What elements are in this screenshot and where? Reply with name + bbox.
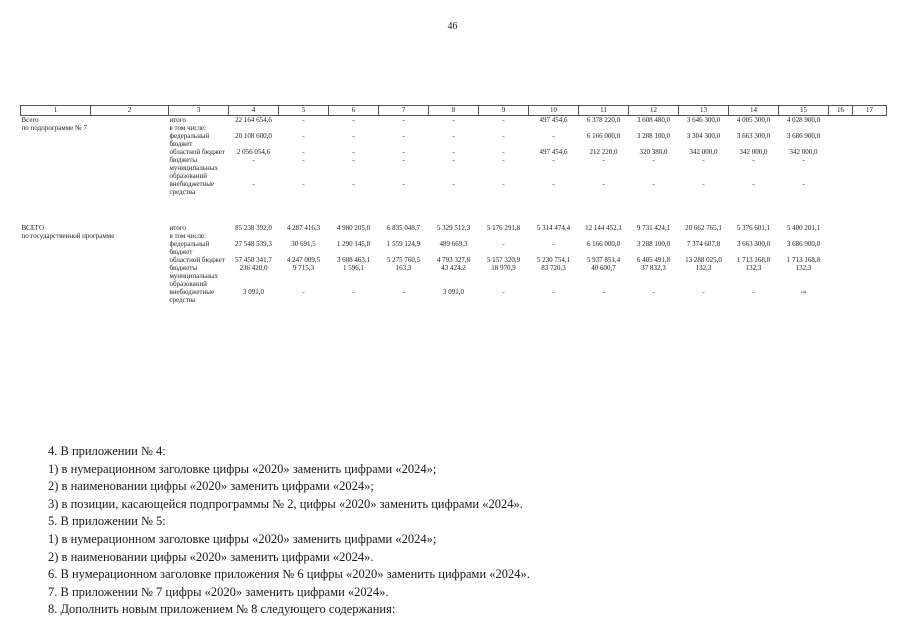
amount-cell: [853, 240, 887, 256]
amount-cell: 6 405 491,8: [636, 256, 671, 264]
amount-cell: [829, 288, 853, 304]
amount-cell: -: [402, 180, 405, 188]
amount-cell: 85 238 392,0: [235, 224, 272, 232]
amount-cell: 9 715,3: [293, 264, 314, 272]
amount-cell: [229, 124, 279, 132]
amount-cell: 236 420,0: [239, 264, 268, 272]
amount-cell: 12 144 452,1: [585, 224, 622, 232]
amount-cell: -: [552, 240, 555, 248]
amount-cell: -: [302, 116, 305, 124]
amount-cell: 132,3: [745, 264, 762, 272]
amount-cell: [853, 148, 887, 156]
column-number-cell: 2: [91, 106, 169, 116]
amount-cell: -: [552, 156, 555, 164]
amount-cell: 9 731 424,1: [636, 224, 671, 232]
funding-source-label: внебюджетные средства: [169, 288, 215, 304]
amount-cell: [679, 232, 729, 240]
amount-cell: [853, 224, 887, 232]
column-number-cell: 17: [853, 106, 887, 116]
amount-cell: [853, 124, 887, 132]
amount-cell: [853, 116, 887, 125]
amount-cell: 5 176 291,8: [486, 224, 521, 232]
amount-cell: 5 937 851,4: [586, 256, 621, 264]
amount-cell: 1 559 124,9: [386, 240, 421, 248]
amount-cell: [829, 264, 853, 288]
amount-cell: -: [402, 288, 405, 296]
amount-cell: [379, 232, 429, 240]
column-number-cell: 12: [629, 106, 679, 116]
amount-cell: 342 000,0: [789, 148, 818, 156]
amount-cell: -: [352, 180, 355, 188]
amount-cell: 6 835 048,7: [386, 224, 421, 232]
column-number-cell: 9: [479, 106, 529, 116]
amount-cell: [779, 124, 829, 132]
amount-cell: [629, 232, 679, 240]
amount-cell: 3 663 300,0: [736, 240, 771, 248]
amount-cell: 5 400 201,1: [786, 224, 821, 232]
amount-cell: 5 230 754,1: [536, 256, 571, 264]
amount-cell: [829, 224, 853, 232]
funding-source-label: областной бюджет: [169, 256, 225, 264]
amount-cell: -: [452, 148, 455, 156]
amount-cell: 40 600,7: [591, 264, 616, 272]
amount-cell: 1 596,1: [343, 264, 364, 272]
amount-cell: -: [402, 156, 405, 164]
amount-cell: -: [752, 180, 755, 188]
amount-cell: 2 056 054,6: [236, 148, 271, 156]
section-title: Всего по подпрограмме № 7: [21, 116, 87, 132]
amount-cell: -: [702, 156, 705, 164]
amount-cell: [829, 148, 853, 156]
amount-cell: -: [452, 156, 455, 164]
amount-cell: -: [352, 156, 355, 164]
amount-cell: [329, 232, 379, 240]
column-number-cell: 16: [829, 106, 853, 116]
amount-cell: -: [752, 156, 755, 164]
amount-cell: 27 548 539,3: [235, 240, 272, 248]
amount-cell: 6 166 000,0: [586, 240, 621, 248]
amount-cell: [429, 124, 479, 132]
amount-cell: -: [652, 288, 655, 296]
amount-cell: -: [502, 156, 505, 164]
column-number-cell: 6: [329, 106, 379, 116]
amount-cell: -: [452, 180, 455, 188]
column-number-cell: 1: [21, 106, 91, 116]
amount-cell: [429, 232, 479, 240]
amount-cell: 18 970,9: [491, 264, 516, 272]
amount-cell: -: [802, 156, 805, 164]
amount-cell: 5 314 474,4: [536, 224, 571, 232]
amount-cell: [853, 232, 887, 240]
amount-cell: 163,3: [395, 264, 412, 272]
column-number-cell: 4: [229, 106, 279, 116]
amount-cell: 3 686 900,0: [786, 132, 821, 140]
amount-cell: -: [502, 240, 505, 248]
amount-cell: 83 720,3: [541, 264, 566, 272]
amount-cell: 7 374 607,8: [686, 240, 721, 248]
amount-cell: [829, 232, 853, 240]
amount-cell: 3 091,0: [443, 288, 464, 296]
funding-source-label: бюджеты муниципальных образований: [169, 156, 218, 180]
column-number-cell: 15: [779, 106, 829, 116]
amount-cell: [829, 180, 853, 196]
amount-cell: 3 608 480,0: [636, 116, 671, 124]
amount-cell: -: [302, 180, 305, 188]
amount-cell: 489 669,3: [439, 240, 468, 248]
amount-cell: -: [502, 132, 505, 140]
amount-cell: [529, 232, 579, 240]
amount-cell: [229, 232, 279, 240]
amount-cell: [379, 124, 429, 132]
amount-cell: [729, 232, 779, 240]
funding-source-label: в том числе:: [169, 124, 206, 132]
amount-cell: [579, 124, 629, 132]
amount-cell: 342 000,0: [689, 148, 718, 156]
funding-source-label: внебюджетные средства: [169, 180, 215, 196]
amendment-paragraph: 5. В приложении № 5:: [48, 514, 166, 529]
amount-cell: -: [302, 148, 305, 156]
amount-cell: -: [502, 116, 505, 124]
amount-cell: 6 166 000,0: [586, 132, 621, 140]
funding-source-label: в том числе:: [169, 232, 206, 240]
amount-cell: [279, 232, 329, 240]
amount-cell: 497 454,6: [539, 116, 568, 124]
section-spacer: [21, 196, 887, 224]
amount-cell: -: [502, 148, 505, 156]
table-row: [21, 224, 887, 232]
amount-cell: 20 662 765,1: [685, 224, 722, 232]
amount-cell: -: [402, 148, 405, 156]
table-header: [21, 106, 887, 116]
amount-cell: [853, 264, 887, 288]
amount-cell: 3 663 300,0: [736, 132, 771, 140]
amount-cell: 37 832,3: [641, 264, 666, 272]
amount-cell: [329, 124, 379, 132]
amount-cell: 43 424,2: [441, 264, 466, 272]
amendment-paragraph: 3) в позиции, касающейся подпрограммы № 2, цифры «2020» заменить цифрами «2024».: [48, 496, 523, 511]
amount-cell: 1 713 168,8: [736, 256, 771, 264]
funding-source-label: федеральный бюджет: [169, 132, 210, 148]
funding-source-label: областной бюджет: [169, 148, 225, 156]
amount-cell: [853, 156, 887, 180]
amount-cell: 1 290 145,8: [336, 240, 371, 248]
amount-cell: 4 005 300,0: [736, 116, 771, 124]
amount-cell: [729, 124, 779, 132]
amount-cell: 320 380,0: [639, 148, 668, 156]
amount-cell: 3 688 463,1: [336, 256, 371, 264]
amount-cell: 4 793 327,8: [436, 256, 471, 264]
column-number-row: [21, 106, 887, 116]
amendment-paragraph: 1) в нумерационном заголовке цифры «2020» заменить цифрами «2024»;: [48, 461, 437, 476]
amount-cell: 5 376 601,1: [736, 224, 771, 232]
amount-cell: 57 450 341,7: [235, 256, 272, 264]
amount-cell: -: [602, 156, 605, 164]
amount-cell: -: [252, 180, 255, 188]
amount-cell: [829, 132, 853, 148]
amount-cell: -: [402, 132, 405, 140]
amount-cell: -: [802, 180, 805, 188]
column-number-cell: 7: [379, 106, 429, 116]
amount-cell: [829, 124, 853, 132]
amount-cell: -»: [800, 288, 807, 296]
amount-cell: 132,3: [695, 264, 712, 272]
budget-table: [20, 105, 887, 304]
amount-cell: -: [302, 132, 305, 140]
amount-cell: 3 646 300,0: [686, 116, 721, 124]
amount-cell: -: [702, 288, 705, 296]
amount-cell: -: [452, 132, 455, 140]
amount-cell: -: [652, 156, 655, 164]
amount-cell: -: [252, 156, 255, 164]
column-number-cell: 11: [579, 106, 629, 116]
amount-cell: 20 108 600,0: [235, 132, 272, 140]
amount-cell: -: [352, 148, 355, 156]
funding-source-label: итого: [169, 116, 186, 124]
amount-cell: -: [352, 288, 355, 296]
amount-cell: 342 000,0: [739, 148, 768, 156]
section-title: ВСЕГО по государственной программе: [21, 224, 115, 240]
amount-cell: [679, 124, 729, 132]
amount-cell: -: [502, 288, 505, 296]
amount-cell: 132,3: [795, 264, 812, 272]
funding-source-label: федеральный бюджет: [169, 240, 210, 256]
amount-cell: -: [452, 116, 455, 124]
column-number-cell: 14: [729, 106, 779, 116]
amount-cell: -: [402, 116, 405, 124]
amount-cell: -: [302, 156, 305, 164]
amount-cell: 497 454,6: [539, 148, 568, 156]
page-number: 46: [447, 21, 458, 32]
amendment-text: [48, 443, 878, 619]
column-number-cell: 5: [279, 106, 329, 116]
amount-cell: -: [552, 288, 555, 296]
amount-cell: 5 275 760,5: [386, 256, 421, 264]
amount-cell: -: [352, 132, 355, 140]
amount-cell: [829, 256, 853, 264]
amount-cell: 30 691,5: [291, 240, 316, 248]
amount-cell: -: [602, 180, 605, 188]
amount-cell: 3 288 100,0: [636, 132, 671, 140]
amount-cell: -: [552, 132, 555, 140]
funding-source-label: итого: [169, 224, 186, 232]
amount-cell: [629, 124, 679, 132]
amount-cell: -: [602, 288, 605, 296]
amount-cell: 6 378 220,0: [586, 116, 621, 124]
amount-cell: -: [752, 288, 755, 296]
amount-cell: [829, 156, 853, 180]
amount-cell: 212 220,0: [589, 148, 618, 156]
column-number-cell: 3: [169, 106, 229, 116]
amount-cell: -: [552, 180, 555, 188]
amount-cell: 3 091,0: [243, 288, 264, 296]
amount-cell: 1 713 168,8: [786, 256, 821, 264]
amount-cell: 4 980 205,0: [336, 224, 371, 232]
table-body: [21, 116, 887, 305]
amount-cell: [853, 180, 887, 196]
amount-cell: 4 028 900,0: [786, 116, 821, 124]
funding-source-label: бюджеты муниципальных образований: [169, 264, 218, 288]
amount-cell: -: [352, 116, 355, 124]
amendment-paragraph: 2) в наименовании цифры «2020» заменить цифрами «2024».: [48, 549, 374, 564]
spacer-cell: [21, 196, 887, 224]
amendment-paragraph: 4. В приложении № 4:: [48, 444, 166, 458]
table-row: [21, 116, 887, 125]
amount-cell: -: [652, 180, 655, 188]
amount-cell: 3 304 300,0: [686, 132, 721, 140]
amount-cell: 5 157 320,9: [486, 256, 521, 264]
amount-cell: [479, 124, 529, 132]
amount-cell: 22 164 654,6: [235, 116, 272, 124]
column-number-cell: 10: [529, 106, 579, 116]
column-number-cell: 8: [429, 106, 479, 116]
amount-cell: 3 288 100,0: [636, 240, 671, 248]
amount-cell: 13 288 025,0: [685, 256, 722, 264]
amount-cell: [279, 124, 329, 132]
amount-cell: [853, 132, 887, 148]
amendment-paragraph: 7. В приложении № 7 цифры «2020» заменить цифрами «2024».: [48, 584, 389, 599]
amount-cell: [529, 124, 579, 132]
amount-cell: [829, 240, 853, 256]
amount-cell: -: [702, 180, 705, 188]
amount-cell: [829, 116, 853, 125]
amount-cell: [779, 232, 829, 240]
amount-cell: 3 686 900,0: [786, 240, 821, 248]
amount-cell: [853, 256, 887, 264]
amount-cell: [853, 288, 887, 304]
amount-cell: 4 287 416,3: [286, 224, 321, 232]
amount-cell: -: [302, 288, 305, 296]
amendment-paragraph: 1) в нумерационном заголовке цифры «2020» заменить цифрами «2024»;: [48, 531, 437, 546]
amount-cell: 5 329 512,3: [436, 224, 471, 232]
amendment-paragraph: 2) в наименовании цифры «2020» заменить цифрами «2024»;: [48, 479, 374, 494]
amendment-paragraph: 6. В нумерационном заголовке приложения № 6 цифры «2020» заменить цифрами «2024».: [48, 567, 530, 582]
amount-cell: [479, 232, 529, 240]
amount-cell: -: [502, 180, 505, 188]
amount-cell: 4 247 009,5: [286, 256, 321, 264]
amount-cell: [579, 232, 629, 240]
column-number-cell: 13: [679, 106, 729, 116]
amendment-paragraph: 8. Дополнить новым приложением № 8 следующего содержания:: [48, 602, 396, 617]
